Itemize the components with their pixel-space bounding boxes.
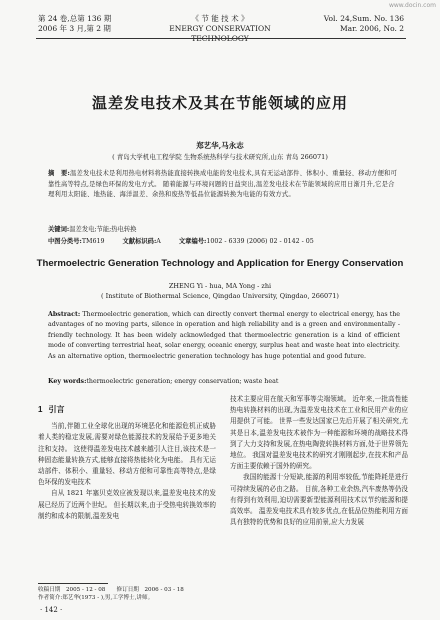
article-no-label: 文章编号: — [178, 238, 207, 245]
article-number — [179, 236, 314, 245]
received-date: 收稿日期 2005 - 12 - 08 修订日期 2006 - 03 - 18 — [38, 587, 184, 593]
body-column-right — [230, 394, 408, 528]
clc-label: 中图分类号: — [48, 238, 82, 245]
issue-date-line-en: Mar. 2006, No. 2 — [339, 24, 404, 33]
body-column-left — [38, 404, 216, 522]
body-paragraph: 技术主要应用在航天和军事等尖端领域。 近年来,一批高性能热电转换材料的出现,为温差发电技术在工业和民用产业的应用提供了可能。 世界一些发达国家已先后开展了相关研究,尤其是日本,温差发电技术被作为一种能源和环境的战略技术得到了大力支持和发展,在热电陶瓷转换材料方面,处于世界领先地位。 我国对温差发电技术的研究才刚刚起步,在技术和产品方面主要依赖于国外的研究。 — [230, 395, 408, 471]
body-paragraph: 我国的能源十分短缺,能源的利用率较低,节能降耗是进行可持续发展的必由之路。 目前,各种工业余热,汽车废热等仍没有得到有效利用,迫切需要新型能源利用技术以节约能源和提高效率。 温差发电技术具有较多优点,在低品位热能利用方面具有独特的优势和良好的应用前景,应大力发展 — [230, 473, 408, 527]
keywords-text-zh: 温差发电;节能;热电转换 — [69, 226, 137, 233]
author-bio: 作者简介:郑艺华(1973 - ),男,工学博士,讲师。 — [38, 595, 154, 601]
journal-name-en: ENERGY CONSERVATION TECHNOLOGY — [169, 24, 271, 43]
keywords-zh — [48, 224, 400, 233]
footnote-divider — [38, 583, 108, 584]
footnote — [38, 586, 184, 602]
keywords-en — [48, 378, 400, 385]
article-no-value: 1002 - 6339 (2006) 02 - 0142 - 05 — [206, 238, 314, 245]
keywords-text-en: thermoelectric generation; energy conservation; waste heat — [86, 378, 279, 385]
volume-line: 第 24 卷,总第 136 期 — [38, 14, 112, 23]
journal-name — [150, 14, 290, 44]
section-heading — [38, 404, 216, 415]
paper-title-zh: 温差发电技术及其在节能领域的应用 — [91, 94, 348, 112]
section-number: 1 — [38, 405, 43, 414]
abstract-label-en: Abstract: — [48, 311, 81, 318]
affiliation-en: ( Institute of Biothermal Science, Qingdao University, Qingdao, 266071) — [101, 292, 339, 300]
abstract-text-en: Thermoelectric generation, which can directly convert thermal energy to electrical energy, has the advantages of no moving parts, silence in operation and high reliability and is a green and environmentally - friendly technology. It has been widely acknowledged that thermoelectric generation is a kind of efficient mode of converting terrestrial heat, solar energy, oceanic energy, surplus heat and waste heat into electricity. As an alternative option, thermoelectric generation technology has huge potential and good future. — [48, 311, 400, 360]
journal-volume-info-en — [324, 14, 404, 34]
abstract-text-zh: 温差发电技术是利用热电材料将热能直接转换成电能的发电技术,具有无运动部件、体积小、重量轻、移动方便和可靠性高等特点,是绿色环保的发电方式。 随着能源与环境问题的日益突出,温差发电技术在节能领域的应用日渐月升,它是合理利用太阳能、地热能、海洋温差、余热和废热等低品位能源转换为电能的有效方式。 — [48, 170, 398, 199]
doc-code-value: A — [156, 238, 161, 245]
paper-title-en: Thermoelectric Generation Technology and Application for Energy Conservation — [36, 258, 404, 269]
journal-volume-info — [38, 14, 111, 34]
abstract-zh — [48, 169, 400, 201]
journal-name-zh: 《 节 能 技 术 》 — [191, 14, 249, 23]
doc-code — [122, 236, 160, 245]
issue-date-line: 2006 年 3 月,第 2 期 — [38, 24, 111, 33]
page-number: · 142 · — [40, 606, 63, 614]
section-title: 引言 — [48, 405, 65, 414]
body-paragraph: 自从 1821 年塞贝克效应被发现以来,温差发电技术的发展已经历了近两个世纪。 但长期以来,由于受热电转换效率的制约和成本的限制,温差发电 — [38, 489, 216, 520]
abstract-en — [48, 310, 400, 362]
keywords-label-en: Key words: — [48, 378, 87, 385]
authors-zh: 郑艺华,马永志 — [196, 141, 244, 150]
abstract-label-zh: 摘 要: — [48, 170, 71, 177]
keywords-label-zh: 关键词: — [48, 226, 70, 233]
volume-line-en: Vol. 24,Sum. No. 136 — [323, 14, 404, 23]
clc-code — [48, 236, 104, 245]
clc-value: TM619 — [81, 238, 105, 245]
watermark: www.docin.com — [388, 2, 436, 9]
classification-row — [48, 236, 408, 245]
authors-en: ZHENG Yi - hua, MA Yong - zhi — [168, 282, 272, 290]
header-divider — [36, 38, 406, 39]
doc-code-label: 文献标识码: — [122, 238, 157, 245]
body-paragraph: 当前,伴随工业全球化出现的环境恶化和能源危机正威胁着人类的稳定发展,需要对绿色能源技术的发展给予更多地关注和支持。 这使得温差发电技术越来越引人注目,该技术是一种固态能量转换方式,能够直接将热能转化为电能。 具有无运动部件、体积小、重量轻、移动方便和可靠性高等特点,是绿色环保的发电技术 — [38, 422, 216, 487]
affiliation-zh: ( 青岛大学机电工程学院 生物系统热科学与技术研究所,山东 青岛 266071) — [112, 153, 328, 161]
